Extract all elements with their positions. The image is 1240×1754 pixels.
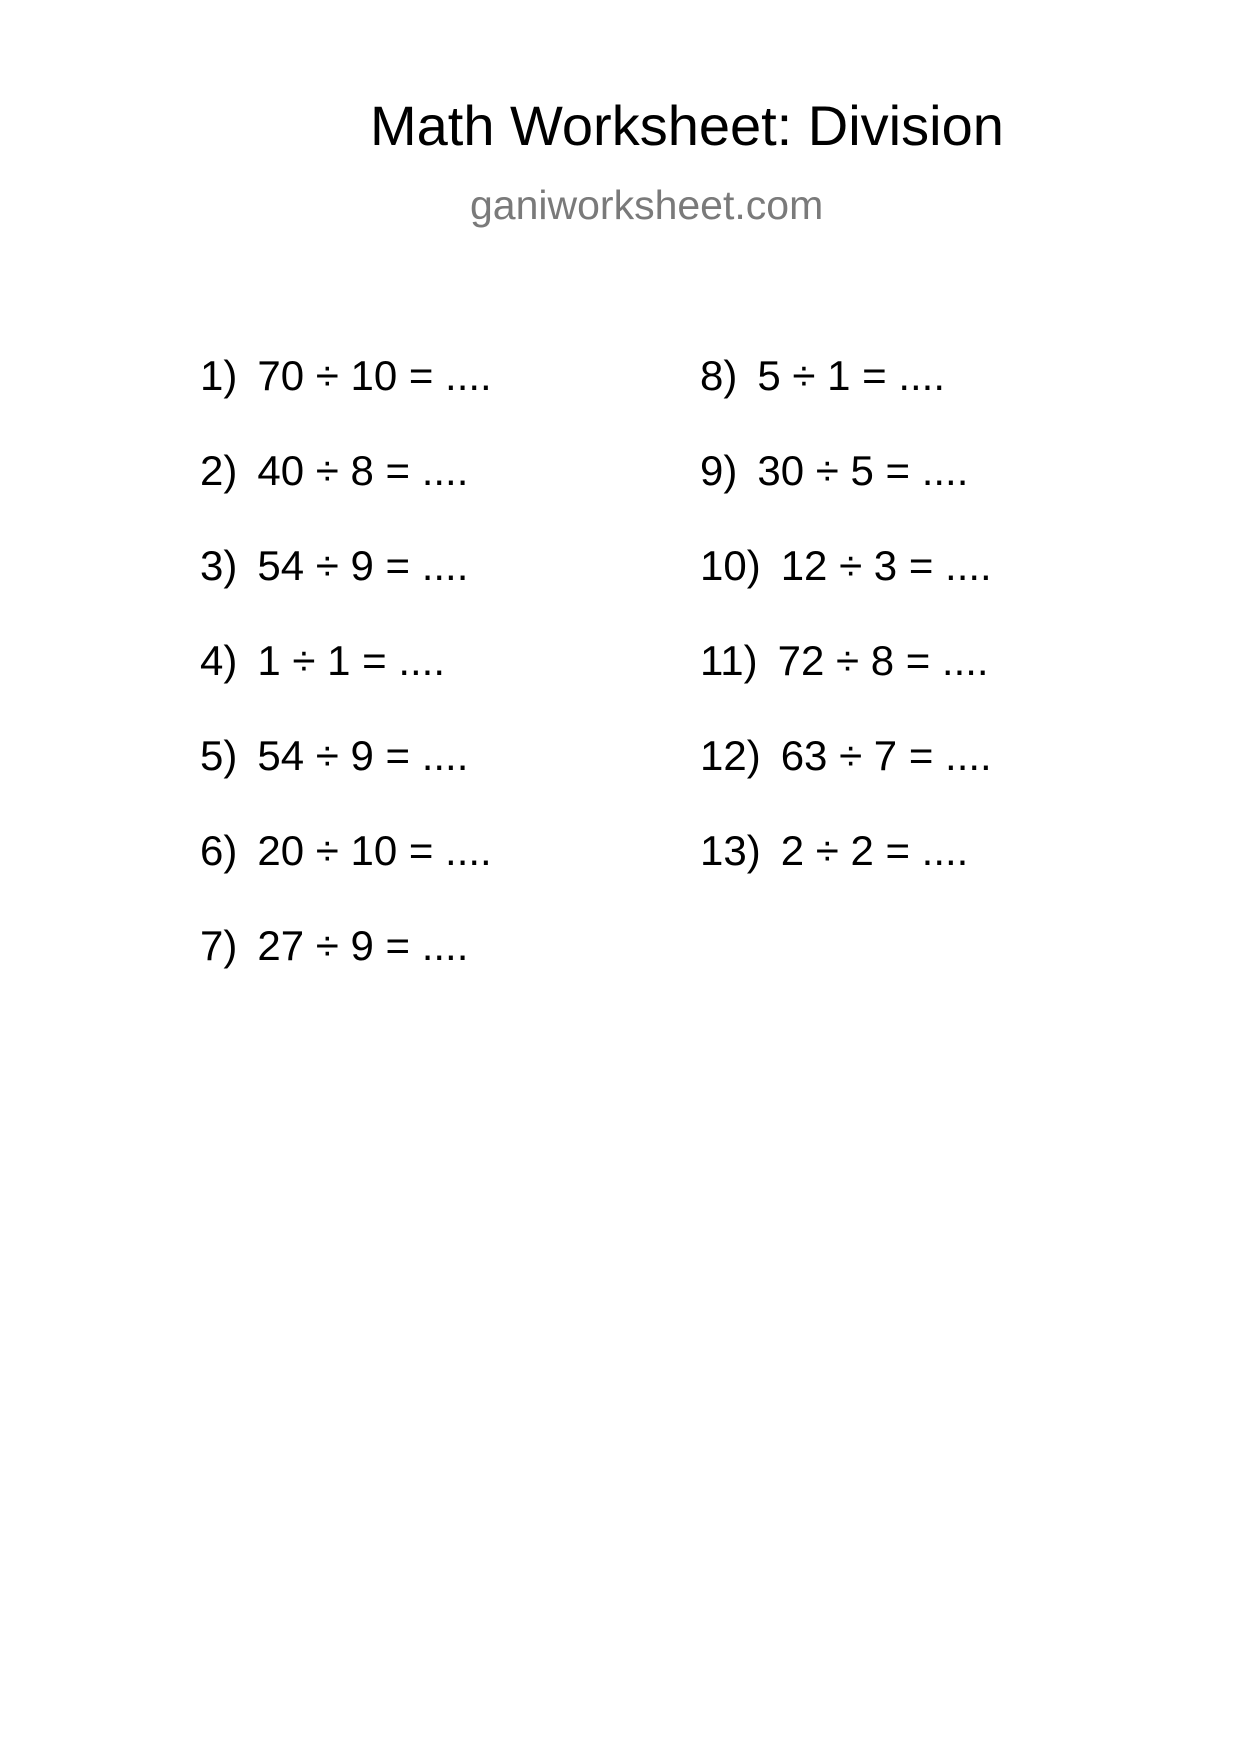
problem-number: 8) [700,352,738,399]
problem-expression: 54 ÷ 9 = .... [257,542,469,589]
problem-column-right [700,352,992,922]
problem-9 [700,447,992,542]
problem-number: 4) [200,637,238,684]
problem-expression: 40 ÷ 8 = .... [257,447,469,494]
problem-expression: 2 ÷ 2 = .... [780,827,969,874]
problem-7 [200,922,492,1017]
problem-expression: 63 ÷ 7 = .... [780,732,992,779]
problem-number: 2) [200,447,238,494]
problem-number: 11) [700,637,758,684]
problem-expression: 27 ÷ 9 = .... [257,922,469,969]
page-title: Math Worksheet: Division [370,94,1004,157]
problem-13 [700,827,992,922]
problem-number: 6) [200,827,238,874]
website-label: ganiworksheet.com [470,182,824,228]
problem-expression: 1 ÷ 1 = .... [257,637,446,684]
problem-5 [200,732,492,827]
problem-expression: 72 ÷ 8 = .... [777,637,989,684]
problem-11 [700,637,992,732]
problem-expression: 20 ÷ 10 = .... [257,827,492,874]
problem-expression: 54 ÷ 9 = .... [257,732,469,779]
problem-3 [200,542,492,637]
problem-number: 1) [200,352,238,399]
problem-number: 10) [700,542,761,589]
problem-10 [700,542,992,637]
problem-expression: 5 ÷ 1 = .... [757,352,946,399]
problem-number: 9) [700,447,738,494]
problem-expression: 70 ÷ 10 = .... [257,352,492,399]
problem-expression: 30 ÷ 5 = .... [757,447,969,494]
problem-8 [700,352,992,447]
problem-number: 13) [700,827,761,874]
problem-12 [700,732,992,827]
problem-number: 12) [700,732,761,779]
problem-number: 7) [200,922,238,969]
problem-number: 3) [200,542,238,589]
problem-4 [200,637,492,732]
problem-expression: 12 ÷ 3 = .... [780,542,992,589]
problem-number: 5) [200,732,238,779]
problem-1 [200,352,492,447]
problem-2 [200,447,492,542]
problem-column-left [200,352,492,1017]
problem-6 [200,827,492,922]
